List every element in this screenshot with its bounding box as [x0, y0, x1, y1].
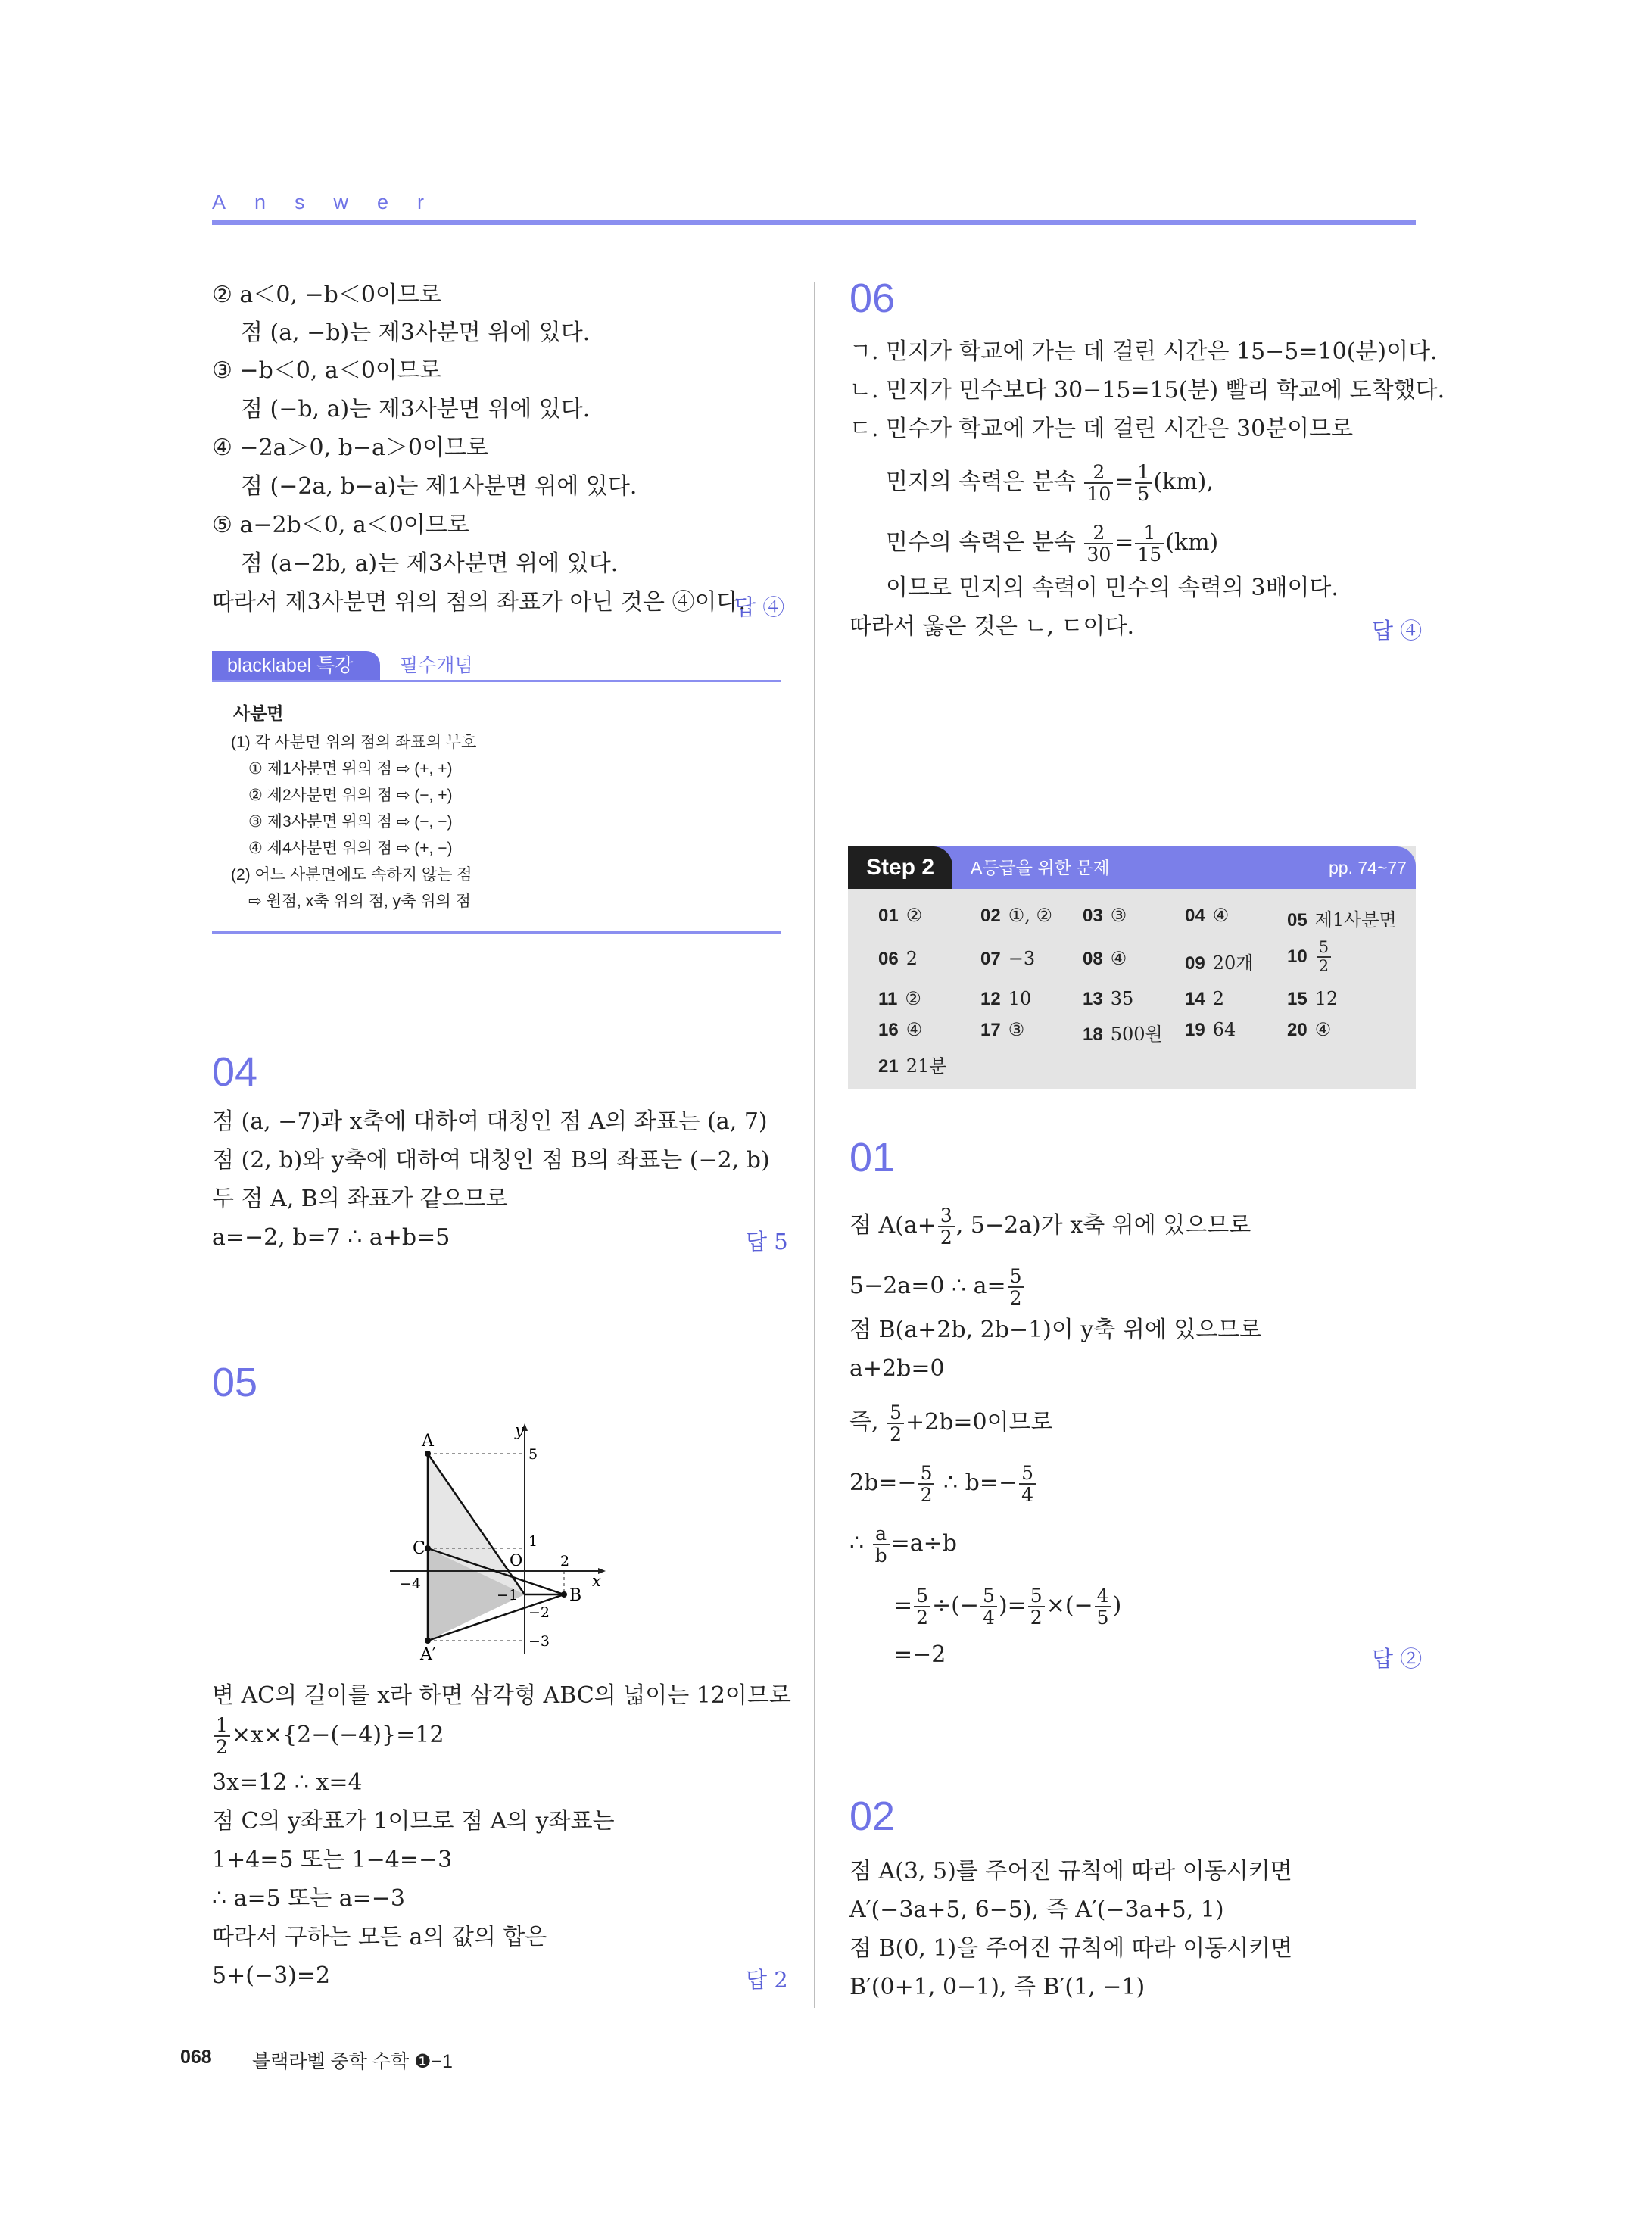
special-tab: blacklabel 특강: [212, 651, 380, 680]
label-x-axis: x: [592, 1572, 601, 1590]
concept-line: (1) 각 사분면 위의 점의 좌표의 부호: [231, 734, 477, 751]
tick-label: 2: [560, 1553, 570, 1569]
label-a: A: [422, 1432, 434, 1451]
answer-item: 20 ④: [1287, 1019, 1332, 1040]
concept-line: (2) 어느 사분면에도 속하지 않는 점: [231, 866, 472, 884]
text-line: = $\frac{5}{2}$ ÷(− $\frac{5}{4}$ )= $\frac{5}{2}$ ×(− $\frac{4}{5}$ ): [893, 1585, 1122, 1629]
answer-item: 10 $\frac{5}{2}$: [1287, 939, 1333, 975]
concept-line: ① 제1사분면 위의 점 ⇨ (+, +): [248, 760, 453, 778]
question-number: 01: [849, 1135, 896, 1180]
fraction: $\frac{3}{2}$: [938, 1205, 955, 1248]
step2-subtitle: A등급을 위한 문제: [971, 858, 1110, 877]
tick-label: −1: [497, 1587, 519, 1604]
answer-item: 01 ②: [878, 905, 923, 926]
text-line: 5+(−3)=2: [212, 1962, 331, 1989]
text-line: A′(−3a+5, 6−5), 즉 A′(−3a+5, 1): [849, 1897, 1224, 1923]
fraction: $\frac{1}{15}$: [1135, 522, 1164, 565]
label-c: C: [413, 1539, 425, 1558]
answer-item: 07 −3: [980, 948, 1036, 969]
text-line: 점 A(a+ $\frac{3}{2}$ , 5−2a)가 x축 위에 있으므로: [849, 1205, 1251, 1248]
text-line: ㄱ. 민지가 학교에 가는 데 걸린 시간은 15−5=10(분)이다.: [849, 338, 1438, 365]
fraction: $\frac{1}{2}$: [214, 1715, 230, 1757]
text-line: ⑤ a−2b＜0, a＜0이므로: [212, 512, 469, 538]
text-line: ④ −2a＞0, b−a＞0이므로: [212, 435, 488, 461]
answer-item: 02 ①, ②: [980, 905, 1052, 926]
text-line: 점 C의 y좌표가 1이므로 점 A의 y좌표는: [212, 1808, 615, 1834]
answer-item: 15 12: [1287, 988, 1339, 1009]
fraction: $\frac{5}{2}$: [918, 1463, 935, 1505]
fraction: $\frac{5}{2}$: [887, 1402, 904, 1445]
fraction: $\frac{5}{2}$: [914, 1585, 930, 1628]
text-line: 점 (a, −b)는 제3사분면 위에 있다.: [241, 320, 591, 346]
text-line: 5−2a=0 ∴ a= $\frac{5}{2}$: [849, 1266, 1026, 1308]
tick-label: 1: [528, 1533, 538, 1550]
text-line: 민지의 속력은 분속 $\frac{2}{10}$ = $\frac{1}{5}$ (km),: [886, 461, 1214, 505]
fraction: $\frac{2}{30}$: [1084, 522, 1113, 565]
fraction: $\frac{5}{2}$: [1028, 1585, 1045, 1628]
step2-label: Step 2: [848, 846, 952, 889]
fraction: $\frac{1}{5}$: [1135, 462, 1152, 504]
question-number: 04: [212, 1049, 258, 1095]
text-line: ∴ a=5 또는 a=−3: [212, 1885, 406, 1912]
footer-title: 블랙라벨 중학 수학 ❶−1: [252, 2051, 453, 2072]
answer-item: 09 20개: [1185, 952, 1254, 974]
point-c: [425, 1545, 431, 1551]
point-a: [425, 1451, 431, 1457]
step2-pages: pp. 74~77: [1329, 858, 1407, 877]
answer-item: 21 21분: [878, 1055, 947, 1077]
fraction: $\frac{5}{2}$: [1317, 939, 1331, 975]
answer-label: 답 2: [746, 1967, 788, 1993]
text-line: 3x=12 ∴ x=4: [212, 1769, 363, 1796]
text-line: a=−2, b=7 ∴ a+b=5: [212, 1224, 450, 1251]
text-line: =−2: [893, 1641, 946, 1668]
concept-line: ⇨ 원점, x축 위의 점, y축 위의 점: [248, 893, 471, 910]
text-line: B′(0+1, 0−1), 즉 B′(1, −1): [849, 1974, 1145, 2000]
fraction: $\frac{5}{4}$: [980, 1585, 997, 1628]
text-line: 따라서 제3사분면 위의 점의 좌표가 아닌 것은 ④이다.: [212, 589, 746, 616]
text-line: a+2b=0: [849, 1355, 945, 1382]
answer-item: 17 ③: [980, 1019, 1025, 1040]
text-line: $\frac{1}{2}$ ×x×{2−(−4)}=12: [212, 1715, 444, 1757]
concept-line: ② 제2사분면 위의 점 ⇨ (−, +): [248, 787, 453, 804]
label-y-axis: y: [515, 1421, 524, 1439]
text-line: ∴ $\frac{a}{b}$ =a÷b: [849, 1523, 958, 1566]
answer-item: 05 제1사분면: [1287, 909, 1397, 930]
point-a-prime: [425, 1638, 431, 1644]
answer-item: 12 10: [980, 988, 1032, 1009]
answer-item: 13 35: [1083, 988, 1134, 1009]
text-line: 점 (−b, a)는 제3사분면 위에 있다.: [241, 396, 591, 422]
fraction: $\frac{5}{4}$: [1019, 1463, 1036, 1505]
answer-item: 03 ③: [1083, 905, 1127, 926]
text-line: 즉, $\frac{5}{2}$ +2b=0이므로: [849, 1401, 1053, 1445]
text-line: 이므로 민지의 속력이 민수의 속력의 3배이다.: [886, 575, 1339, 601]
column-divider: [814, 282, 815, 2008]
concept-line: ④ 제4사분면 위의 점 ⇨ (+, −): [248, 840, 453, 857]
special-rule: [212, 680, 781, 682]
text-line: 점 B(0, 1)을 주어진 규칙에 따라 이동시키면: [849, 1935, 1293, 1962]
answer-label: 답 5: [746, 1229, 788, 1255]
question-number: 05: [212, 1360, 258, 1405]
label-b: B: [569, 1586, 582, 1605]
special-title: 사분면: [233, 703, 284, 723]
special-bottom-rule: [212, 931, 781, 934]
tick-label: −3: [528, 1633, 550, 1650]
text-line: 점 A(3, 5)를 주어진 규칙에 따라 이동시키면: [849, 1858, 1292, 1884]
tick-label: 5: [528, 1446, 538, 1463]
answer-item: 14 2: [1185, 988, 1224, 1009]
label-origin: O: [510, 1551, 523, 1569]
text-line: ㄷ. 민수가 학교에 가는 데 걸린 시간은 30분이므로: [849, 416, 1354, 442]
header-rule: [212, 220, 1416, 225]
tick-label: −4: [400, 1576, 422, 1592]
text-line: 점 (a, −7)과 x축에 대하여 대칭인 점 A의 좌표는 (a, 7): [212, 1108, 768, 1135]
answer-item: 16 ④: [878, 1019, 923, 1040]
text-line: ③ −b＜0, a＜0이므로: [212, 357, 441, 384]
text-line: 두 점 A, B의 좌표가 같으므로: [212, 1186, 508, 1212]
label-a-prime: A′: [420, 1645, 436, 1664]
text-line: ② a＜0, −b＜0이므로: [212, 282, 441, 308]
answer-item: 11 ②: [878, 988, 921, 1009]
concept-line: ③ 제3사분면 위의 점 ⇨ (−, −): [248, 813, 453, 831]
text-line: 1+4=5 또는 1−4=−3: [212, 1847, 453, 1873]
text-line: 점 (−2a, b−a)는 제1사분면 위에 있다.: [241, 473, 637, 500]
answer-item: 08 ④: [1083, 948, 1127, 969]
text-line: 점 (2, b)와 y축에 대하여 대칭인 점 B의 좌표는 (−2, b): [212, 1147, 770, 1174]
fraction: $\frac{2}{10}$: [1084, 462, 1113, 504]
text-line: 점 (a−2b, a)는 제3사분면 위에 있다.: [241, 550, 619, 577]
special-tab-subtitle: 필수개념: [400, 655, 473, 676]
text-line: ㄴ. 민지가 민수보다 30−15=15(분) 빨리 학교에 도착했다.: [849, 377, 1445, 404]
text-line: 따라서 구하는 모든 a의 값의 합은: [212, 1924, 547, 1950]
text-line: 따라서 옳은 것은 ㄴ, ㄷ이다.: [849, 613, 1134, 640]
fraction: $\frac{a}{b}$: [873, 1523, 890, 1566]
question-number: 02: [849, 1794, 896, 1839]
fraction: $\frac{5}{2}$: [1008, 1266, 1024, 1308]
triangle-graph: [379, 1416, 621, 1666]
answer-label: 답 ④: [734, 594, 785, 620]
answer-item: 04 ④: [1185, 905, 1230, 926]
page-number: 068: [180, 2046, 212, 2068]
text-line: 변 AC의 길이를 x라 하면 삼각형 ABC의 넓이는 12이므로: [212, 1682, 791, 1709]
text-line: 민수의 속력은 분속 $\frac{2}{30}$ = $\frac{1}{15}$ (km): [886, 522, 1219, 566]
fraction: $\frac{4}{5}$: [1095, 1585, 1111, 1628]
answer-label: 답 ④: [1372, 618, 1423, 644]
question-number: 06: [849, 276, 896, 321]
answer-item: 06 2: [878, 948, 918, 969]
text-line: 점 B(a+2b, 2b−1)이 y축 위에 있으므로: [849, 1317, 1262, 1343]
point-b: [561, 1591, 567, 1598]
header-label: Answer: [212, 191, 454, 214]
answer-item: 19 64: [1185, 1019, 1236, 1040]
text-line: 2b=− $\frac{5}{2}$ ∴ b=− $\frac{5}{4}$: [849, 1463, 1037, 1505]
answer-item: 18 500원: [1083, 1024, 1163, 1045]
tick-label: −2: [528, 1604, 550, 1621]
answer-label: 답 ②: [1372, 1646, 1423, 1672]
